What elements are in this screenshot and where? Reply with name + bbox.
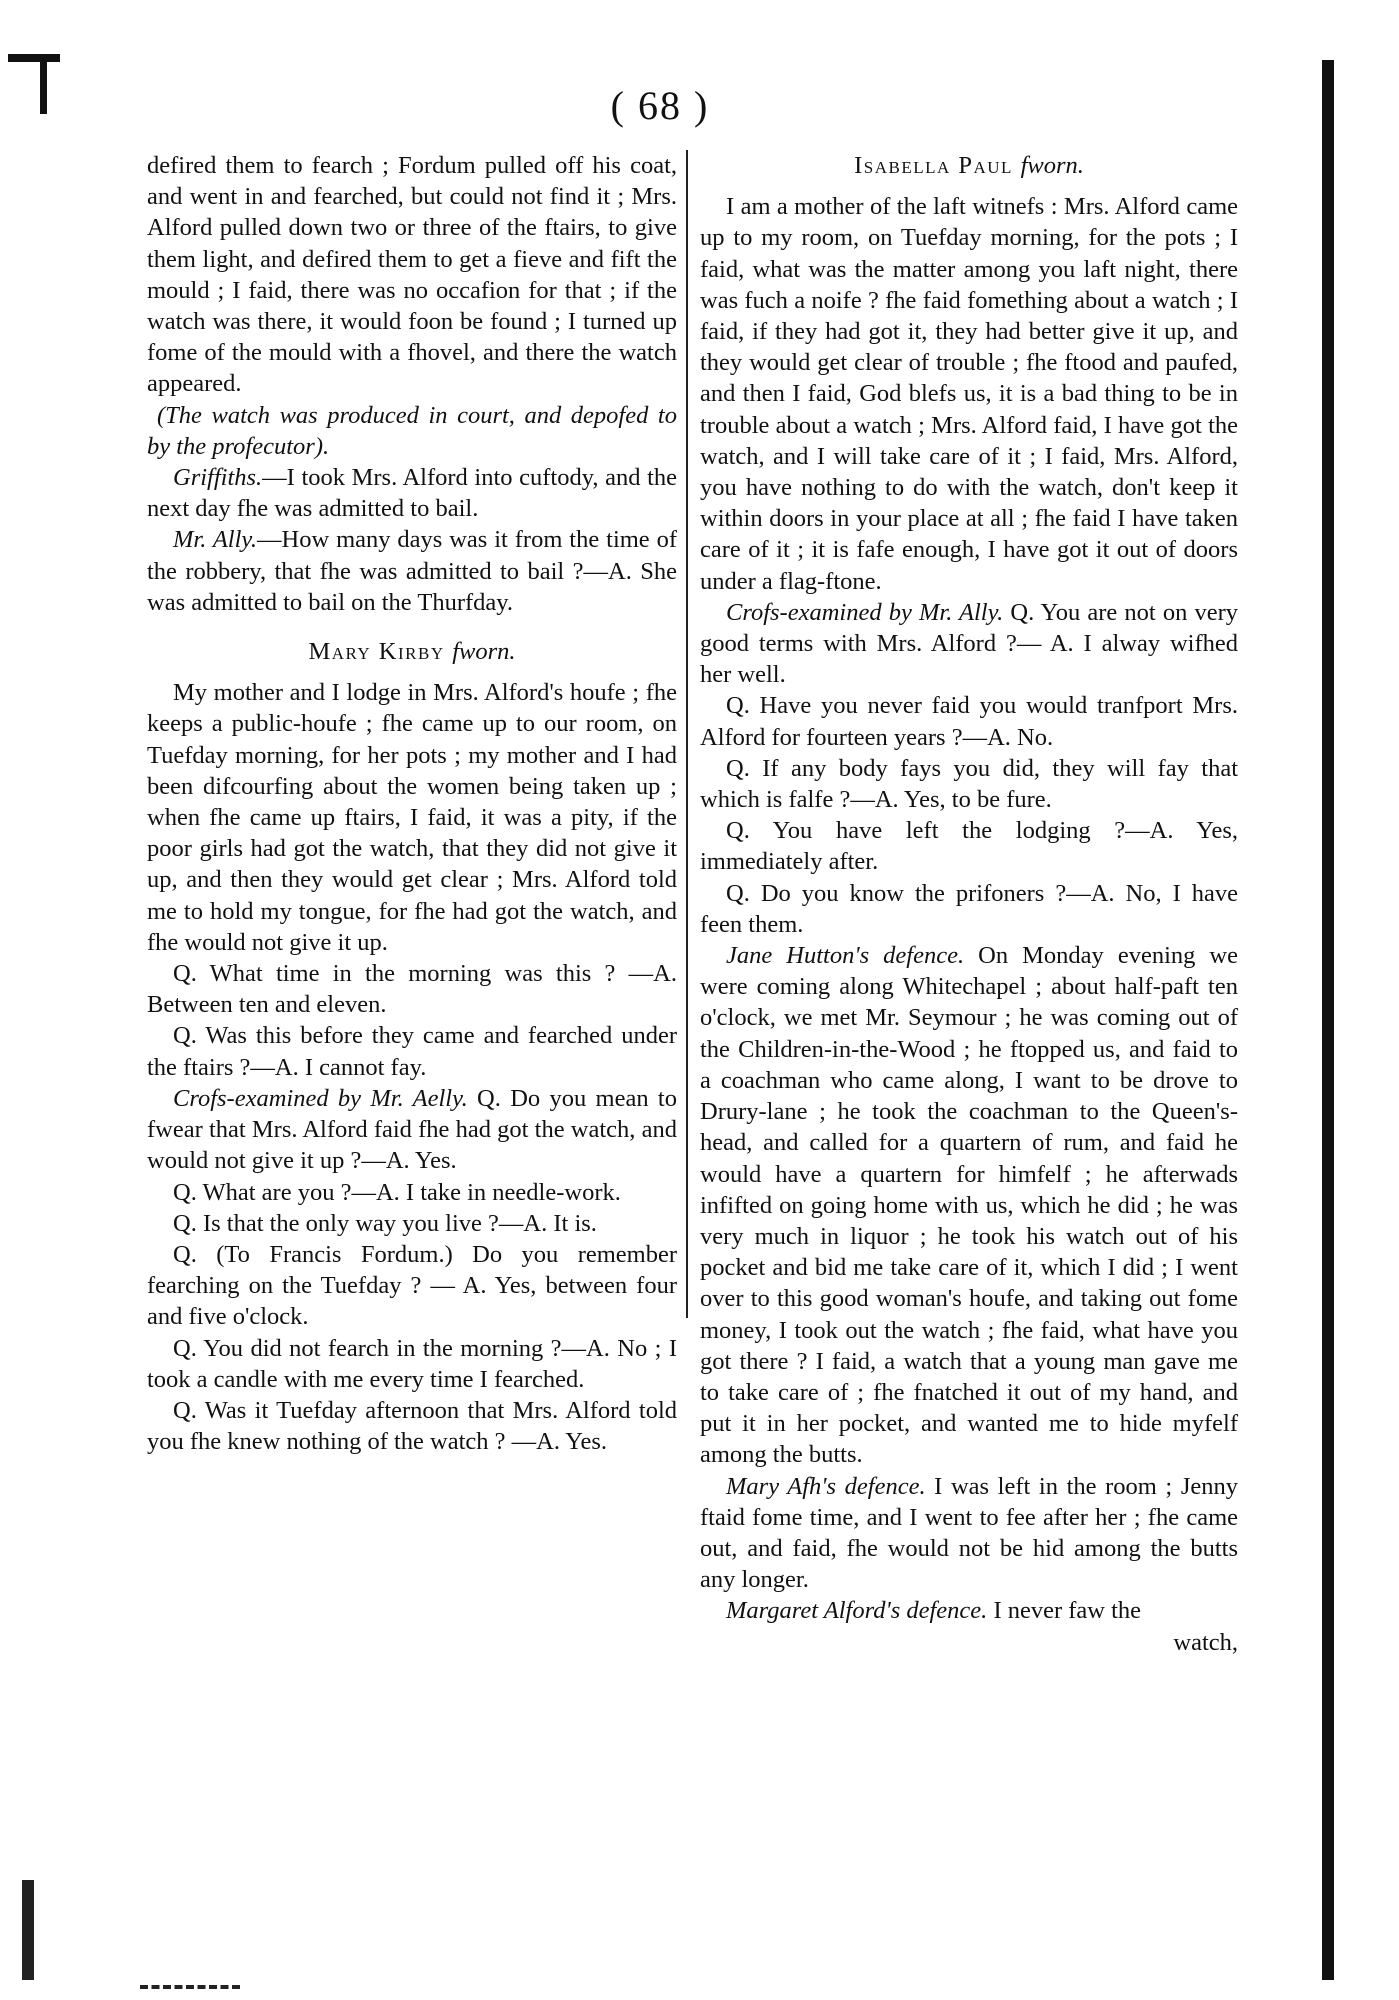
speech-paragraph: [147, 462, 677, 524]
text-paragraph: Q. Have you never faid you would tranfport Mrs. Alford for fourteen years ?—A. No.: [700, 692, 1238, 751]
right-column: [700, 150, 1238, 1658]
text-paragraph: Q. Is that the only way you live ?—A. It is.: [173, 1209, 597, 1237]
speaker-label: Jane Hutton's defence.: [726, 942, 965, 970]
speaker-label: Crofs-examined by Mr. Aelly.: [173, 1084, 468, 1112]
text-paragraph: Q. Was it Tuefday afternoon that Mrs. Alford told you fhe knew nothing of the watch ? —A. Yes.: [147, 1396, 677, 1456]
text-paragraph: Q. You did not fearch in the morning ?—A. No ; I took a candle with me every time I fearched.: [147, 1334, 677, 1393]
speech-paragraph: [700, 597, 1238, 691]
speech-text: I never faw the: [987, 1597, 1142, 1625]
witness-heading: [700, 150, 1238, 181]
speech-text: Q. You are not on very good terms with Mrs. Alford ?— A. I alway wifhed her well.: [700, 598, 1238, 689]
witness-heading: [147, 636, 677, 667]
catchword: watch,: [1173, 1628, 1238, 1656]
speaker-label: Mary Afh's defence.: [726, 1472, 926, 1500]
scan-edge-mark: [8, 54, 60, 62]
sworn-label: fworn.: [452, 638, 516, 666]
page-number: ( 68 ): [610, 83, 710, 128]
speech-text: I was left in the room ; Jenny ftaid fome time, and I went to fee after her ; fhe came out, and faid, fhe would not be hid among the butts any longer.: [700, 1472, 1239, 1594]
text-paragraph: Q. If any body fays you did, they will fay that which is falfe ?—A. Yes, to be fure.: [700, 754, 1238, 814]
speech-paragraph: [700, 940, 1238, 1470]
speaker-label: Margaret Alford's defence.: [726, 1597, 988, 1625]
speech-paragraph: [147, 524, 677, 618]
text-paragraph: defired them to fearch ; Fordum pulled off his coat, and went in and fearched, but could not find it ; Mrs. Alford pulled down two or three of the ftairs, to give them light, and defired them to get a fieve and fift the mould ; I faid, there was no occafion for that ; if the watch was there, it would foon be found ; I turned up fome of the mould with a fhovel, and there the watch appeared.: [147, 152, 677, 398]
text-paragraph: Q. What are you ?—A. I take in needle-work.: [173, 1178, 621, 1206]
speaker-label: Mr. Ally.: [173, 526, 258, 554]
text-paragraph: My mother and I lodge in Mrs. Alford's houfe ; fhe keeps a public-houfe ; fhe came up to our room, on Tuefday morning, for her pots ; my mother and I had been difcourfing about the women being taken up ; when fhe came up ftairs, I faid, it was a pity, if the poor girls had got the watch, that they did not give it up, and then they would get clear ; Mrs. Alford told me to hold my tongue, for fhe had got the watch, and fhe would not give it up.: [147, 679, 677, 956]
scan-edge-mark: [22, 1880, 34, 1980]
text-paragraph: Q. What time in the morning was this ? —A. Between ten and eleven.: [147, 960, 677, 1019]
speech-paragraph: [700, 1595, 1238, 1626]
scan-edge-mark: [40, 54, 47, 114]
speaker-label: Crofs-examined by Mr. Ally.: [726, 598, 1004, 626]
speech-text: On Monday evening we were coming along Whitechapel ; about half-paft ten o'clock, we met Mr. Seymour ; he was coming out of the Children-in-the-Wood ; he ftopped us, and faid to a coachman who came along, I want to be drove to Drury-lane ; he took the coachman to the Queen's-head, and called for a quartern of rum, and faid he would have a quartern for himfelf ; he afterwads infifted on going home with us, which he did ; he was very much in liquor ; he took his watch out of his pocket and bid me take care of it, which I did ; I went over to this good woman's houfe, and taking out fome money, I took out the watch ; fhe faid, what have you got there ? I faid, a watch that a young man gave me to take care of ; fhe fnatched it out of my hand, and put it in her pocket, and wanted me to hide myfelf among the butts.: [700, 942, 1238, 1469]
witness-name: Mary Kirby: [308, 638, 453, 666]
text-paragraph: I am a mother of the laft witnefs : Mrs. Alford came up to my room, on Tuefday morning, for the pots ; I faid, what was the matter among you laft night, there was fuch a noife ? fhe faid fomething about a watch ; I faid, if they had got it, they had better give it up, and they would get clear of trouble ; fhe ftood and paufed, and then I faid, God blefs us, it is a bad thing to be in trouble about a watch ; Mrs. Alford faid, I have got the watch, and I will take care of it ; I faid, Mrs. Alford, you have nothing to do with the watch, don't keep it within doors in your place at all ; fhe faid I have taken care of it ; it is fafe enough, I have got it out of doors under a flag-ftone.: [700, 193, 1238, 595]
speaker-label: Griffiths.: [173, 464, 263, 492]
speech-text: —I took Mrs. Alford into cuftody, and the next day fhe was admitted to bail.: [147, 464, 677, 523]
text-paragraph: Q. Was this before they came and fearched under the ftairs ?—A. I cannot fay.: [147, 1022, 677, 1081]
witness-name: Isabella Paul: [854, 152, 1021, 179]
text-paragraph: Q. (To Francis Fordum.) Do you remember fearching on the Tuefday ? — A. Yes, between four and five o'clock.: [147, 1240, 677, 1331]
speech-paragraph: [147, 1083, 677, 1177]
court-note: (The watch was produced in court, and depofed to by the profecutor).: [147, 401, 677, 460]
speech-text: Q. Do you mean to fwear that Mrs. Alford faid fhe had got the watch, and would not give it up ?—A. Yes.: [147, 1084, 677, 1175]
sworn-label: fworn.: [1020, 152, 1084, 179]
text-paragraph: Q. You have left the lodging ?—A. Yes, immediately after.: [700, 817, 1238, 876]
speech-text: —How many days was it from the time of the robbery, that fhe was admitted to bail ?—A. She was admitted to bail on the Thurfday.: [147, 526, 677, 616]
speech-paragraph: [700, 1471, 1238, 1596]
column-divider: [686, 150, 688, 1318]
text-paragraph: Q. Do you know the prifoners ?—A. No, I have feen them.: [700, 879, 1238, 938]
scan-binding-edge: [1322, 60, 1334, 1980]
left-column: [147, 150, 677, 1457]
scan-edge-mark: [140, 1985, 240, 1993]
